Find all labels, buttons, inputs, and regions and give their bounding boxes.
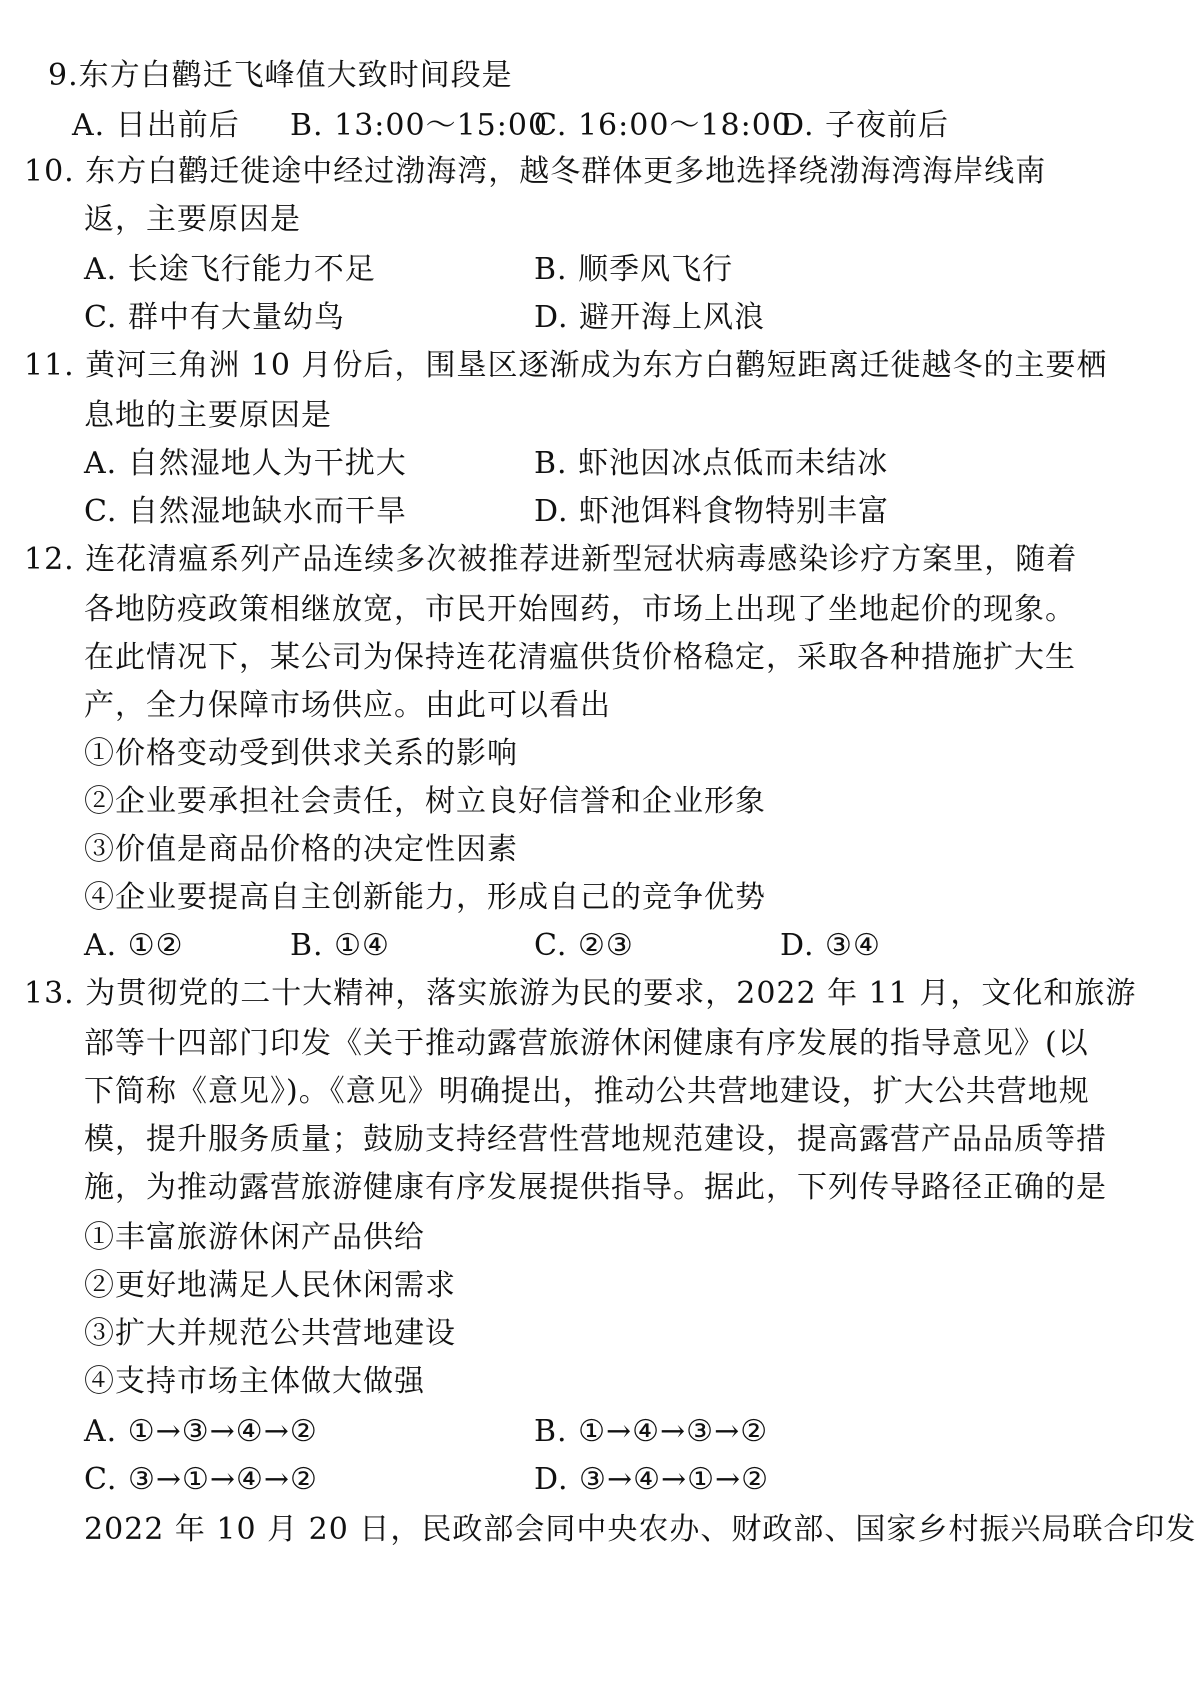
question-10-option-a: A. 长途飞行能力不足 [84,252,376,287]
question-12-stem-line1: 12. 连花清瘟系列产品连续多次被推荐进新型冠状病毒感染诊疗方案里，随着 [24,542,1078,577]
question-10-option-d: D. 避开海上风浪 [534,300,766,335]
question-12-item-4: ④企业要提高自主创新能力，形成自己的竞争优势 [84,880,766,915]
question-13-stem-line1: 13. 为贯彻党的二十大精神，落实旅游为民的要求，2022 年 11 月，文化和旅游 [24,976,1137,1011]
question-12-item-1: ①价格变动受到供求关系的影响 [84,736,518,771]
question-11-stem-line2: 息地的主要原因是 [84,398,332,433]
question-13-stem-line4: 模，提升服务质量；鼓励支持经营性营地规范建设，提高露营产品品质等措 [84,1122,1107,1157]
question-12-option-c: C. ②③ [534,928,634,963]
question-13-option-d: D. ③→④→①→② [534,1462,770,1497]
question-13-stem-line5: 施，为推动露营旅游健康有序发展提供指导。据此，下列传导路径正确的是 [84,1170,1107,1205]
question-13-option-c: C. ③→①→④→② [84,1462,318,1497]
question-10-option-c: C. 群中有大量幼鸟 [84,300,345,335]
question-11-stem-line1: 11. 黄河三角洲 10 月份后，围垦区逐渐成为东方白鹳短距离迁徙越冬的主要栖 [24,348,1108,383]
question-13-option-a: A. ①→③→④→② [84,1414,318,1449]
question-13-item-2: ②更好地满足人民休闲需求 [84,1268,456,1303]
question-12-stem-line4: 产，全力保障市场供应。由此可以看出 [84,688,611,723]
question-9-stem: 9.东方白鹳迁飞峰值大致时间段是 [48,58,513,93]
question-12-item-3: ③价值是商品价格的决定性因素 [84,832,518,867]
question-13-option-b: B. ①→④→③→② [534,1414,769,1449]
question-11-option-c: C. 自然湿地缺水而干旱 [84,494,407,529]
question-10-stem-line2: 返，主要原因是 [84,202,301,237]
question-10-option-b: B. 顺季风飞行 [534,252,734,287]
question-11-option-b: B. 虾池因冰点低而未结冰 [534,446,889,481]
question-12-option-a: A. ①② [84,928,184,963]
question-9-option-a: A. 日出前后 [72,108,240,143]
question-12-option-d: D. ③④ [780,928,881,963]
question-9-option-c: C. 16:00～18:00 [534,108,792,143]
question-9-option-d: D. 子夜前后 [780,108,950,143]
question-13-item-4: ④支持市场主体做大做强 [84,1364,425,1399]
question-13-stem-line2: 部等十四部门印发《关于推动露营旅游休闲健康有序发展的指导意见》(以 [84,1026,1089,1061]
question-12-item-2: ②企业要承担社会责任，树立良好信誉和企业形象 [84,784,766,819]
question-13-item-3: ③扩大并规范公共营地建设 [84,1316,456,1351]
question-12-stem-line2: 各地防疫政策相继放宽，市民开始囤药，市场上出现了坐地起价的现象。 [84,592,1076,627]
question-9-option-b: B. 13:00～15:00 [290,108,549,143]
question-12-stem-line3: 在此情况下，某公司为保持连花清瘟供货价格稳定，采取各种措施扩大生 [84,640,1076,675]
question-11-option-a: A. 自然湿地人为干扰大 [84,446,407,481]
question-12-option-b: B. ①④ [290,928,390,963]
question-10-stem-line1: 10. 东方白鹳迁徙途中经过渤海湾，越冬群体更多地选择绕渤海湾海岸线南 [24,154,1047,189]
question-13-stem-line3: 下简称《意见》)。《意见》明确提出，推动公共营地建设，扩大公共营地规 [84,1074,1090,1109]
question-13-item-1: ①丰富旅游休闲产品供给 [84,1220,425,1255]
question-11-option-d: D. 虾池饵料食物特别丰富 [534,494,890,529]
next-passage-partial: 2022 年 10 月 20 日，民政部会同中央农办、财政部、国家乡村振兴局联合印发 [84,1512,1197,1547]
